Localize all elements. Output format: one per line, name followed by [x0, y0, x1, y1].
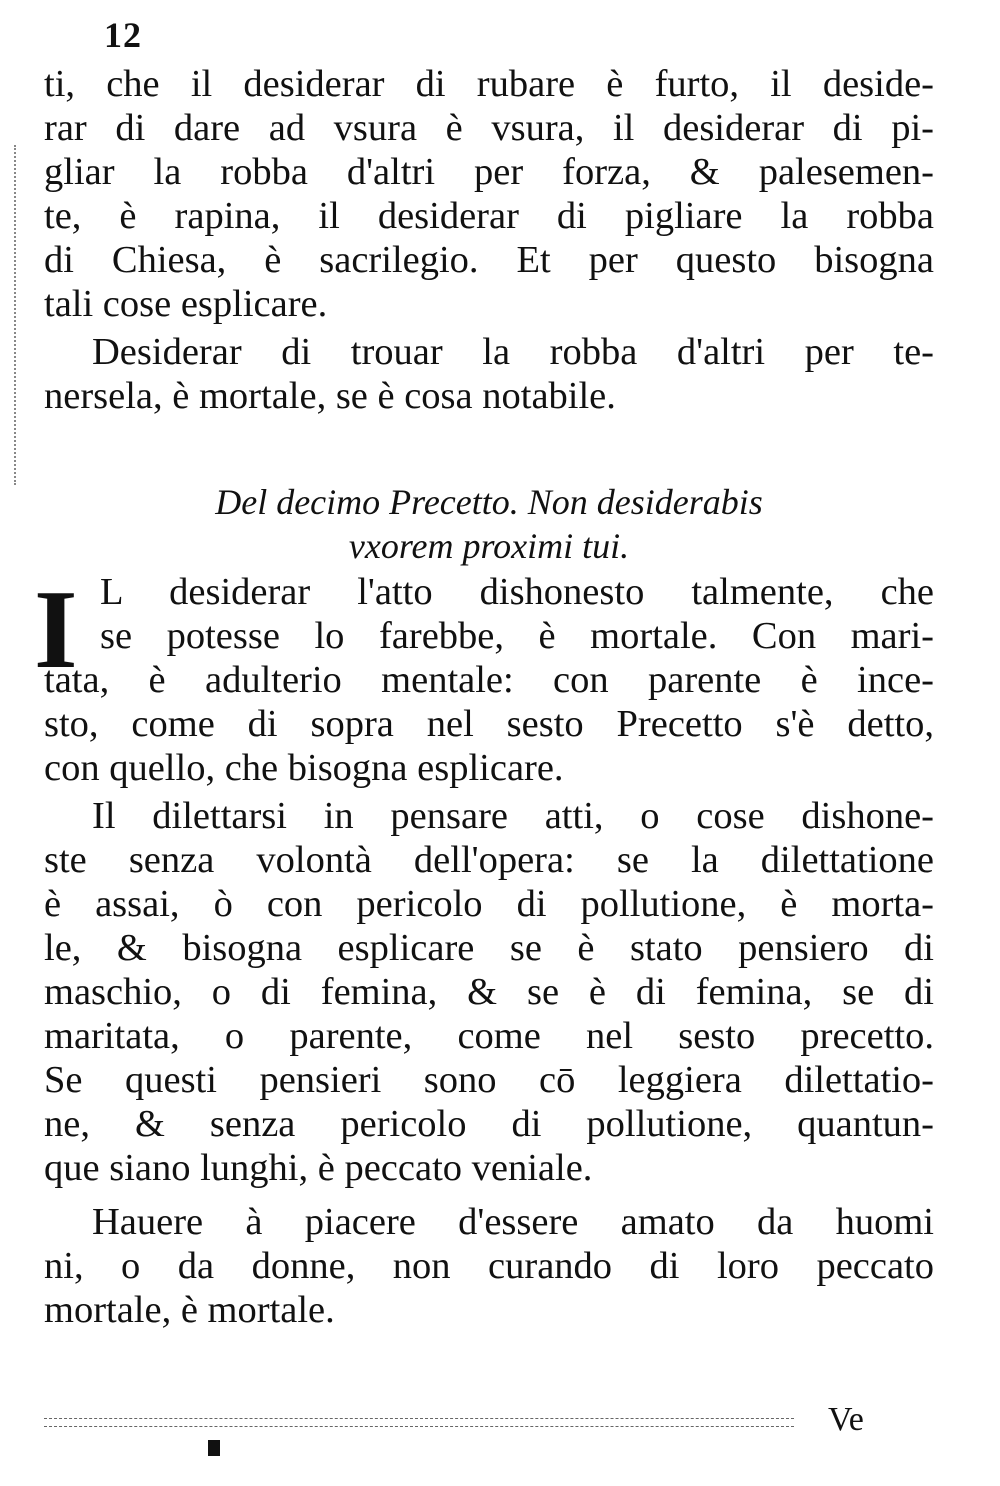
text-line: è assai, ò con pericolo di pollutione, è morta-	[44, 883, 934, 925]
text-line: rar di dare ad vsura è vsura, il desiderar di pi-	[44, 107, 934, 149]
text-line: ne, & senza pericolo di pollutione, quantun-	[44, 1103, 934, 1145]
text-line: nersela, è mortale, se è cosa notabile.	[44, 375, 616, 417]
printer-mark	[208, 1440, 220, 1456]
text-line: Il dilettarsi in pensare atti, o cose dishone-	[92, 795, 934, 837]
text-line: L desiderar l'atto dishonesto talmente, che	[100, 571, 934, 613]
text-line: Se questi pensieri sono cō leggiera dilettatio-	[44, 1059, 934, 1101]
text-line: Desiderar di trouar la robba d'altri per te-	[92, 331, 934, 373]
text-line: ste senza volontà dell'opera: se la dilettatione	[44, 839, 934, 881]
text-line: con quello, che bisogna esplicare.	[44, 747, 564, 789]
text-line: tali cose esplicare.	[44, 283, 328, 325]
text-line: maschio, o di femina, & se è di femina, se di	[44, 971, 934, 1013]
section-heading: Del decimo Precetto. Non desiderabis	[215, 482, 763, 522]
text-line: ni, o da donne, non curando di loro peccato	[44, 1245, 934, 1287]
text-line: se potesse lo farebbe, è mortale. Con mari-	[100, 615, 934, 657]
text-line: gliar la robba d'altri per forza, & palesemen-	[44, 151, 934, 193]
divider	[44, 1426, 794, 1427]
text-line: le, & bisogna esplicare se è stato pensiero di	[44, 927, 934, 969]
text-line: te, è rapina, il desiderar di pigliare la robba	[44, 195, 934, 237]
text-line: mortale, è mortale.	[44, 1289, 335, 1331]
text-line: Hauere à piacere d'essere amato da huomi	[92, 1201, 934, 1243]
divider	[44, 1418, 794, 1419]
text-line: tata, è adulterio mentale: con parente è ince-	[44, 659, 934, 701]
text-line: que siano lunghi, è peccato veniale.	[44, 1147, 593, 1189]
drop-cap: I	[34, 568, 78, 692]
text-line: sto, come di sopra nel sesto Precetto s'è detto,	[44, 703, 934, 745]
text-line: ti, che il desiderar di rubare è furto, il deside-	[44, 63, 934, 105]
page-number: 12	[104, 15, 142, 55]
section-heading-continued: vxorem proximi tui.	[348, 526, 630, 566]
margin-line	[14, 145, 16, 485]
text-line: di Chiesa, è sacrilegio. Et per questo bisogna	[44, 239, 934, 281]
catchword: Ve	[828, 1401, 864, 1438]
text-line: maritata, o parente, come nel sesto precetto.	[44, 1015, 934, 1057]
